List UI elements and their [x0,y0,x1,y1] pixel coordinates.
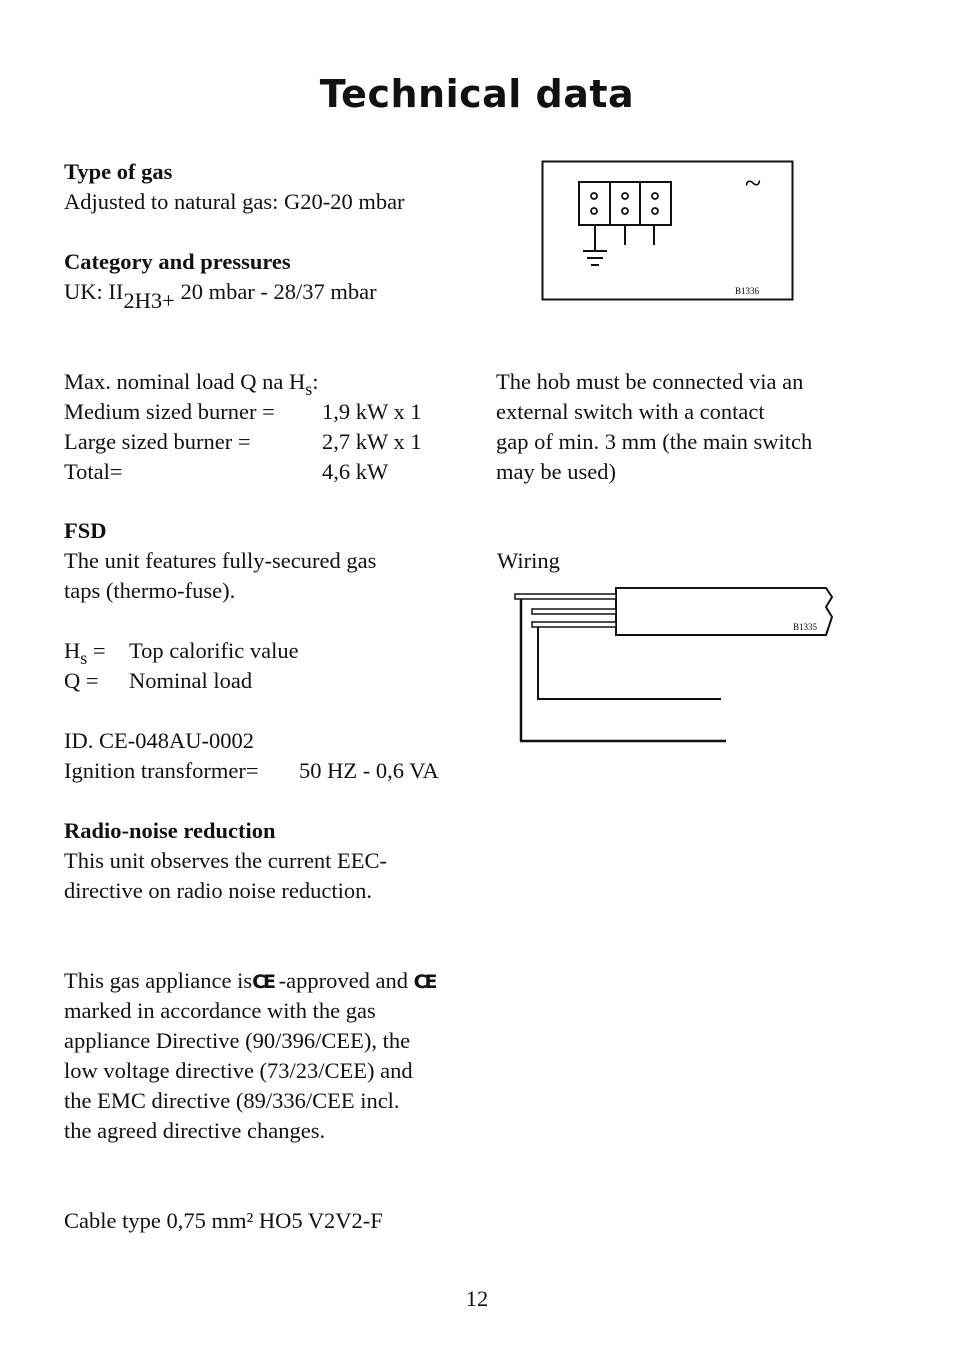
switch-note-line3: gap of min. 3 mm (the main switch [496,429,813,454]
ignition-value: 50 HZ - 0,6 VA [299,758,439,783]
wiring-diagram [512,585,838,747]
load-value-medium: 1,9 kW x 1 [322,399,422,424]
approval-line5: the EMC directive (89/336/CEE incl. [64,1088,400,1113]
type-of-gas-heading: Type of gas [64,159,173,184]
switch-note-line4: may be used) [496,459,616,484]
legend-hs-text: Top calorific value [129,638,299,663]
fsd-line2: taps (thermo-fuse). [64,578,236,603]
load-value-large: 2,7 kW x 1 [322,429,422,454]
page-title: Technical data [319,72,635,116]
approval-line2: marked in accordance with the gas [64,998,376,1023]
radio-line1: This unit observes the current EEC- [64,848,388,873]
approval-line1: This gas appliance isCE -approved and CE [64,968,435,993]
category-text: UK: II2H3+ 20 mbar - 28/37 mbar [64,279,377,313]
page-number: 12 [465,1286,489,1311]
load-value-total: 4,6 kW [322,459,389,484]
category-heading: Category and pressures [64,249,291,274]
switch-note-line1: The hob must be connected via an [496,369,804,394]
wiring-label: Wiring [497,548,560,573]
category-subscript: 2H3+ [123,288,175,313]
approval-line3: appliance Directive (90/396/CEE), the [64,1028,411,1053]
terminal-block-diagram [540,159,796,303]
approval-line6: the agreed directive changes. [64,1118,326,1143]
legend-q-symbol: Q = [64,668,99,693]
radio-heading: Radio-noise reduction [64,818,276,843]
switch-note-line2: external switch with a contact [496,399,765,424]
approval-line4: low voltage directive (73/23/CEE) and [64,1058,413,1083]
ce-mark-inline: CE [252,971,274,993]
fsd-line1: The unit features fully-secured gas [64,548,377,573]
id-line: ID. CE-048AU-0002 [64,728,254,753]
ac-symbol: ~ [744,167,762,200]
load-heading: Max. nominal load Q na $H_s$: [64,369,319,400]
cable-type: Cable type 0,75 mm² HO5 V2V2-F [64,1208,383,1233]
type-of-gas-text: Adjusted to natural gas: G20-20 mbar [64,189,405,214]
legend-hs-symbol: $H_s$ = [64,638,106,669]
diagram2-code: B1335 [793,622,818,632]
ce-mark-end: CE [413,971,435,993]
load-label-total: Total= [64,459,123,484]
ground-icon [583,251,607,265]
load-label-medium: Medium sized burner = [64,399,275,424]
radio-line2: directive on radio noise reduction. [64,878,373,903]
fsd-heading: FSD [64,518,107,543]
legend-q-text: Nominal load [129,668,253,693]
load-label-large: Large sized burner = [64,429,251,454]
diagram1-code: B1336 [735,286,760,296]
ignition-label: Ignition transformer= [64,758,259,783]
